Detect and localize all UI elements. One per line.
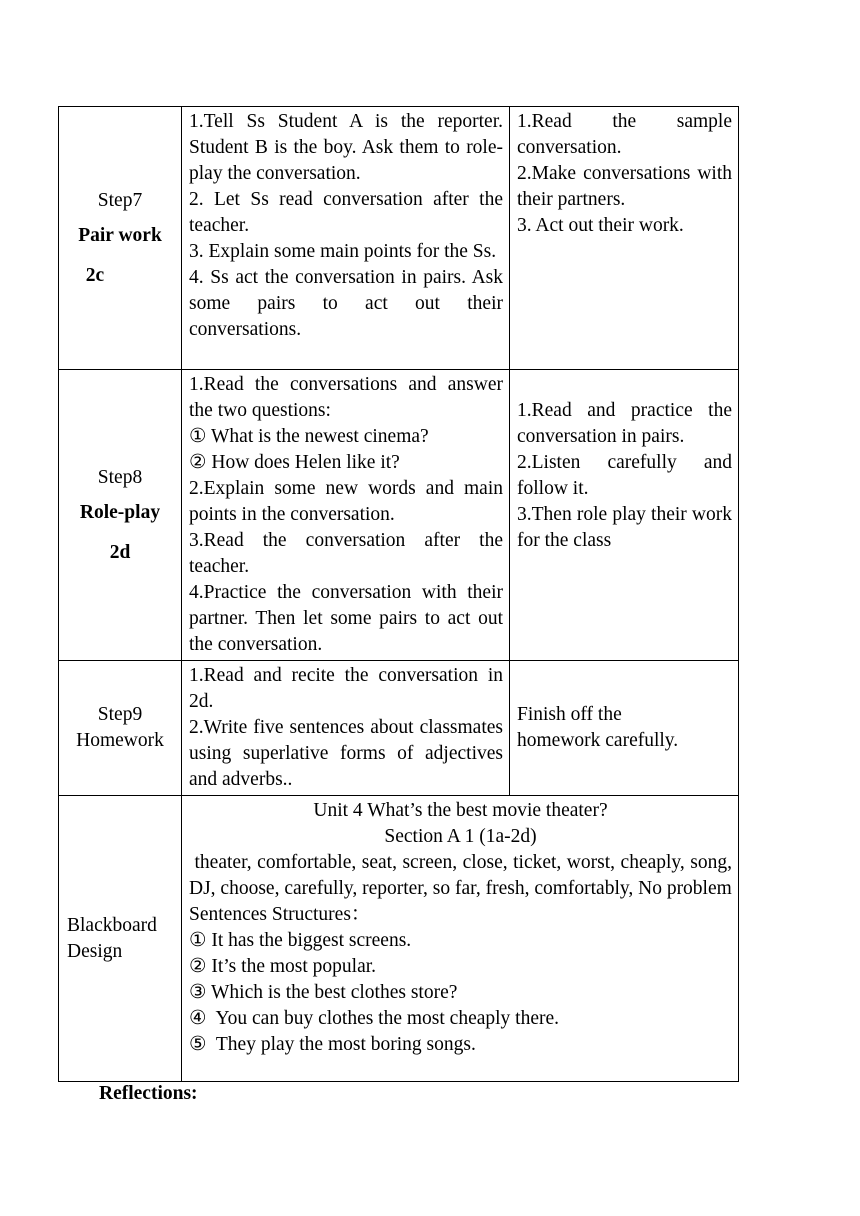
list-item: 3. Explain some main points for the Ss. [189, 241, 497, 262]
table-row [59, 107, 739, 370]
list-item: 1.Read and practice the conversation in pairs. [517, 400, 732, 447]
blackboard-title: Unit 4 What’s the best movie theater? [313, 800, 608, 821]
list-item: ② It’s the most popular. [189, 956, 377, 977]
list-item: 4. Ss act the conversation in pairs. Ask some pairs to act out their conversations. [189, 267, 503, 340]
vocabulary-list: theater, comfortable, seat, screen, close, ticket, worst, cheaply, song, DJ, choose, carefully, reporter, so far, fresh, comfortably, No problem [189, 852, 737, 899]
step-number: Step9 [97, 704, 143, 725]
list-item: 4.Practice the conversation with their partner. Then let some pairs to act out the conversation. [189, 582, 503, 655]
step-cell [59, 370, 182, 661]
step-number: Step7 [97, 189, 143, 211]
student-activity-cell [510, 370, 739, 661]
lesson-plan-table [58, 106, 739, 1082]
step-code: 2c [85, 264, 105, 286]
step-name: Role-play [79, 501, 161, 523]
step-name: Homework [76, 730, 164, 751]
list-item: 3.Then role play their work for the class [517, 504, 732, 551]
student-activity-cell [510, 661, 739, 796]
table-row [59, 796, 739, 1082]
list-item: ② How does Helen like it? [189, 452, 400, 473]
structures-heading: Sentences Structures： [189, 904, 371, 925]
list-item: 2.Explain some new words and main points in the conversation. [189, 478, 503, 525]
step-code: 2d [109, 541, 131, 563]
list-item: ⑤ They play the most boring songs. [189, 1034, 476, 1055]
blackboard-label: Blackboard Design [67, 914, 157, 962]
step-cell [59, 107, 182, 370]
teacher-activity-cell [182, 661, 510, 796]
list-item: ① It has the biggest screens. [189, 930, 412, 951]
list-item: ③ Which is the best clothes store? [189, 982, 458, 1003]
list-item: 1.Read and recite the conversation in 2d. [189, 665, 503, 712]
table-row [59, 661, 739, 796]
step-number: Step8 [97, 466, 143, 488]
teacher-activity-cell [182, 107, 510, 370]
list-item: 2.Make conversations with their partners. [517, 163, 732, 210]
reflections-heading: Reflections: [99, 1083, 198, 1104]
step-cell [59, 661, 182, 796]
list-item: 1.Read the conversations and answer the two questions: [189, 374, 503, 421]
table-row [59, 370, 739, 661]
teacher-activity-cell [182, 370, 510, 661]
list-item: 1.Read the sample conversation. [517, 111, 732, 158]
list-item: 1.Tell Ss Student A is the reporter. Student B is the boy. Ask them to role-play the conversation. [189, 111, 503, 184]
list-item: 3.Read the conversation after the teacher. [189, 530, 503, 577]
list-item: ④ You can buy clothes the most cheaply there. [189, 1008, 560, 1029]
list-item: Finish off the homework carefully. [517, 704, 679, 751]
list-item: 2. Let Ss read conversation after the teacher. [189, 189, 503, 236]
list-item: ① What is the newest cinema? [189, 426, 429, 447]
list-item: 3. Act out their work. [517, 215, 684, 236]
blackboard-label-cell [59, 796, 182, 1082]
list-item: 2.Listen carefully and follow it. [517, 452, 732, 499]
blackboard-section: Section A 1 (1a-2d) [384, 826, 537, 847]
student-activity-cell [510, 107, 739, 370]
blackboard-content-cell [182, 796, 739, 1082]
step-name: Pair work [78, 224, 162, 246]
list-item: 2.Write five sentences about classmates using superlative forms of adjectives and adverbs.. [189, 717, 503, 790]
